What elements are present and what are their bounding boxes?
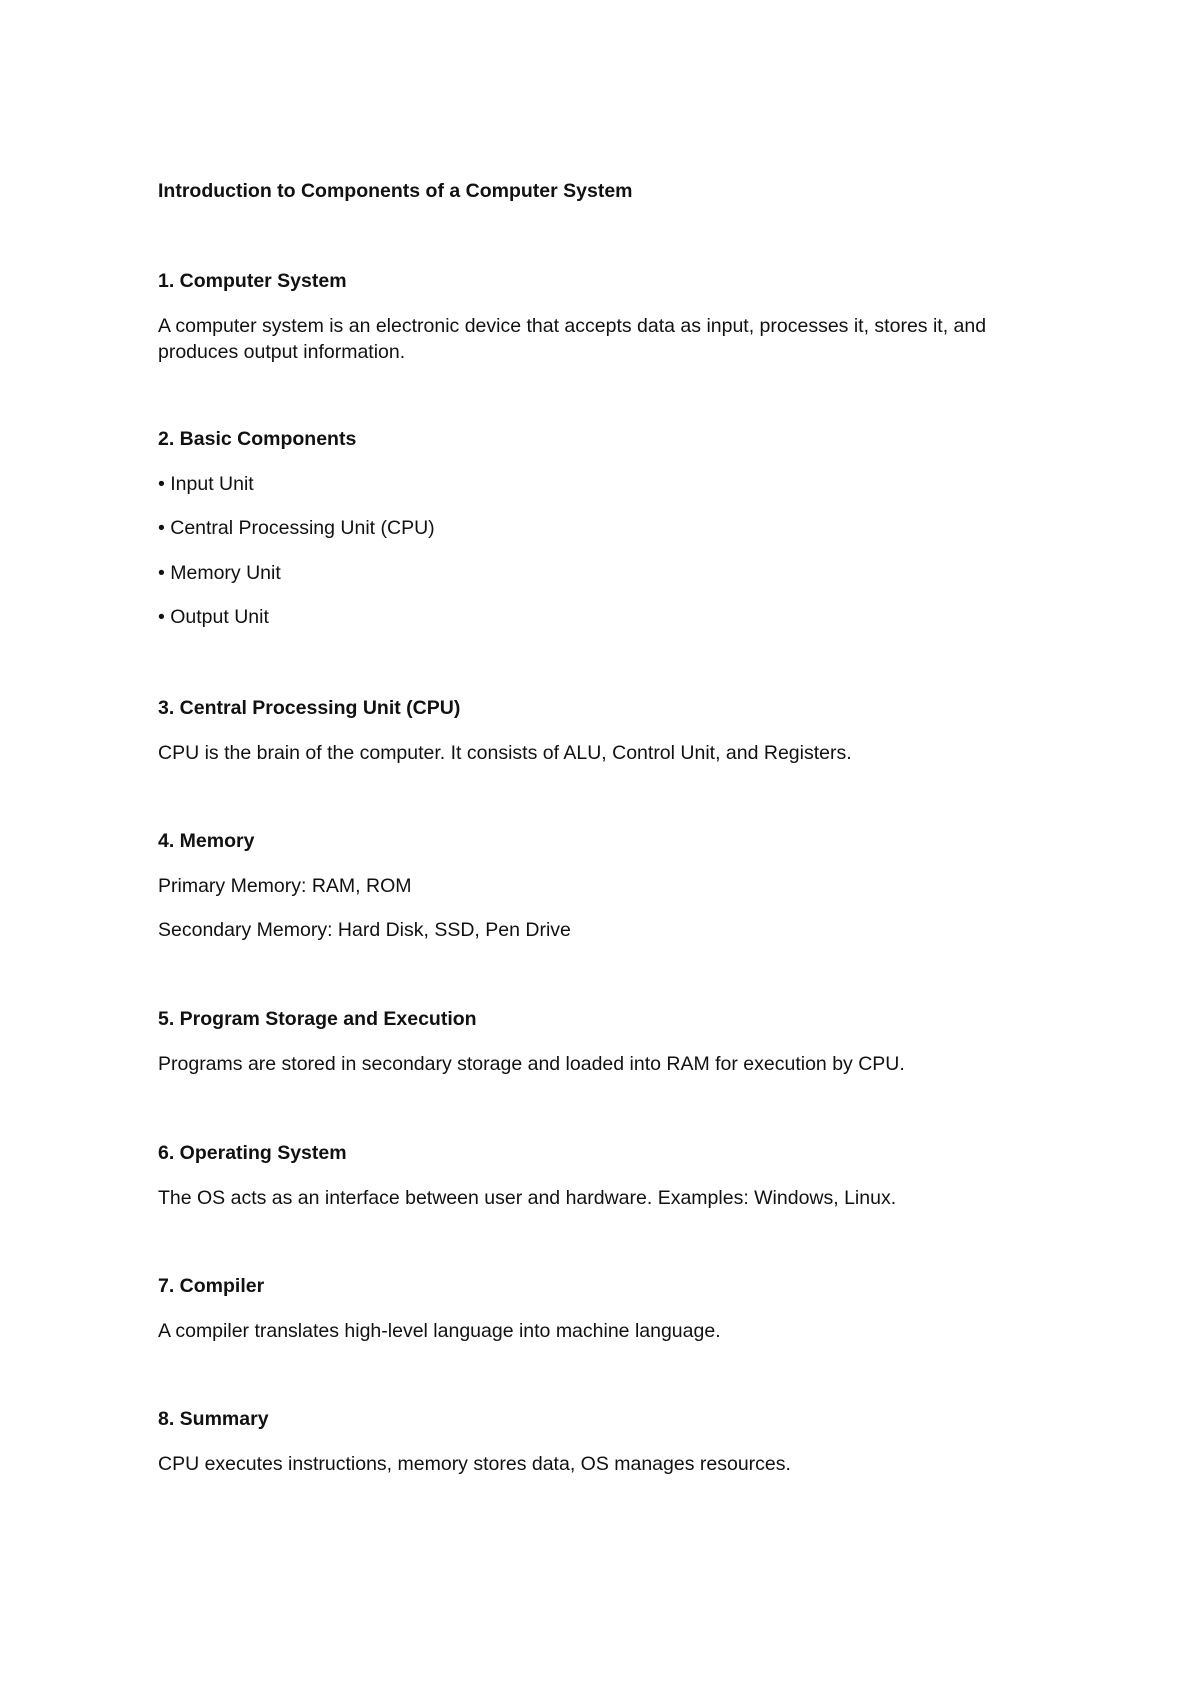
section-heading-program-storage: 5. Program Storage and Execution [158,1008,477,1030]
section-body-compiler: A compiler translates high-level language into machine language. [158,1320,721,1342]
list-item: • Output Unit [158,606,269,628]
section-body-computer-system: A computer system is an electronic device that accepts data as input, processes it, stores it, and produces output information. [158,315,987,363]
section-heading-summary: 8. Summary [158,1408,269,1430]
section-body-cpu: CPU is the brain of the computer. It consists of ALU, Control Unit, and Registers. [158,742,852,764]
section-heading-operating-system: 6. Operating System [158,1142,347,1164]
section-heading-basic-components: 2. Basic Components [158,428,357,450]
section-body-operating-system: The OS acts as an interface between user and hardware. Examples: Windows, Linux. [158,1187,897,1209]
section-heading-compiler: 7. Compiler [158,1275,265,1297]
list-item: • Memory Unit [158,562,281,584]
section-heading-memory: 4. Memory [158,830,255,852]
section-body-summary: CPU executes instructions, memory stores data, OS manages resources. [158,1453,791,1475]
memory-line-primary: Primary Memory: RAM, ROM [158,875,412,897]
memory-line-secondary: Secondary Memory: Hard Disk, SSD, Pen Drive [158,919,571,941]
section-heading-cpu: 3. Central Processing Unit (CPU) [158,697,461,719]
list-item: • Central Processing Unit (CPU) [158,517,435,539]
section-body-program-storage: Programs are stored in secondary storage and loaded into RAM for execution by CPU. [158,1053,905,1075]
list-item: • Input Unit [158,473,254,495]
section-heading-computer-system: 1. Computer System [158,270,347,292]
document-title: Introduction to Components of a Computer System [158,180,633,202]
